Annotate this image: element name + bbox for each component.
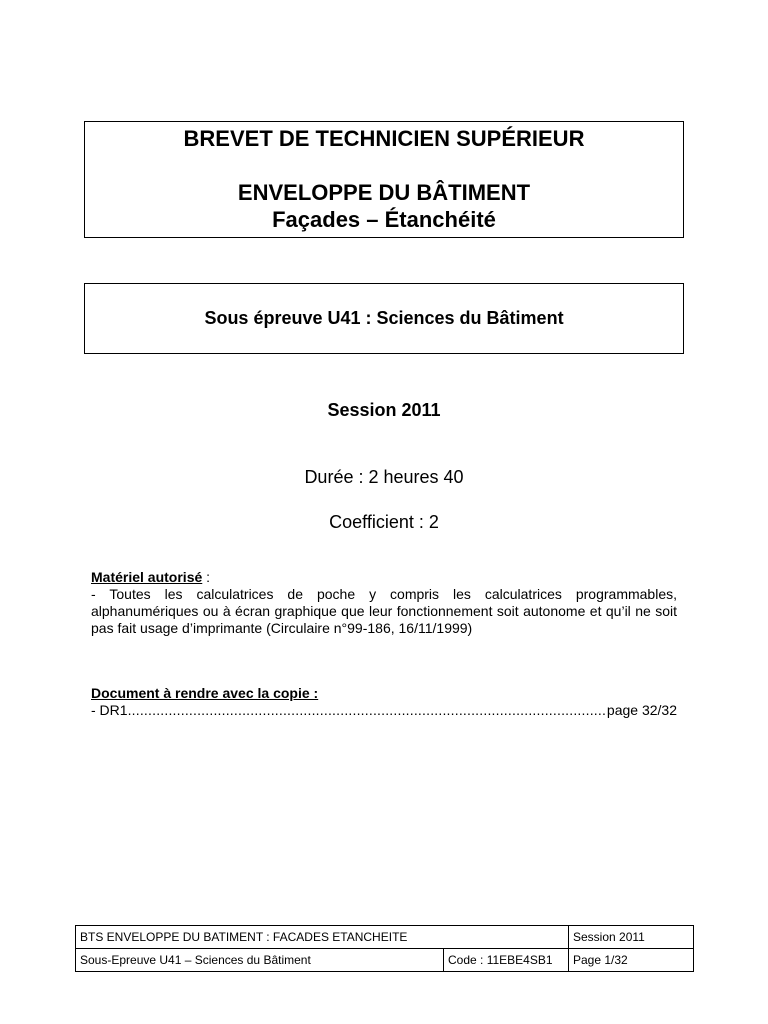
document-item [91,702,677,719]
documents-section [91,685,677,719]
footer-code: Code : 11EBE4SB1 [444,949,569,972]
footer-table [75,925,694,972]
specialty-subtitle: Façades – Étanchéité [272,207,496,232]
footer-page: Page 1/32 [569,949,694,972]
materials-section [91,569,677,637]
specialty-title: ENVELOPPE DU BÂTIMENT [237,180,531,205]
footer-exam-title: BTS ENVELOPPE DU BATIMENT : FACADES ETANCHEITE [76,926,569,949]
footer-row [76,926,694,949]
documents-heading: Document à rendre avec la copie : [91,685,319,701]
footer-session: Session 2011 [569,926,694,949]
subtitle-box [84,283,684,354]
coefficient-label: Coefficient : 2 [329,512,439,532]
title-box [84,121,684,238]
materials-text: - Toutes les calculatrices de poche y compris les calculatrices programmables, alphanumériques ou à écran graphique que leur fonctionnement soit autonome et qu’il ne soit pas fait usage d’imprimante (Circulaire n°99-186, 16/11/1999) [91,586,677,636]
exam-title: BREVET DE TECHNICIEN SUPÉRIEUR [183,126,585,151]
materials-heading: Matériel autorisé [91,569,203,585]
dot-leader [128,702,607,719]
duration-label: Durée : 2 heures 40 [304,467,464,487]
document-item-page: page 32/32 [606,702,677,718]
document-item-label: - DR1 [91,702,128,718]
materials-heading-suffix: : [202,569,211,585]
session-label: Session 2011 [327,400,441,420]
footer-row [76,949,694,972]
footer-sub-exam: Sous-Epreuve U41 – Sciences du Bâtiment [76,949,444,972]
sub-exam-title: Sous épreuve U41 : Sciences du Bâtiment [204,308,564,328]
